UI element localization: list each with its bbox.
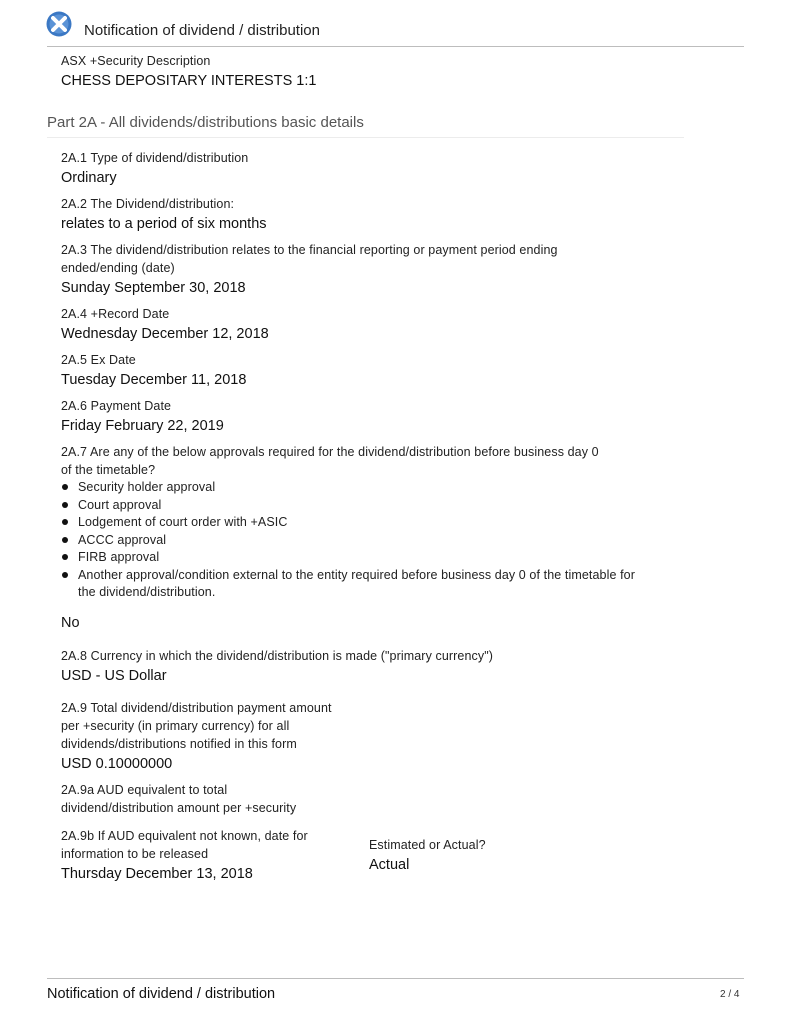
q2a3-label-line1: 2A.3 The dividend/distribution relates to the financial reporting or payment period ending: [61, 243, 558, 257]
q2a7-value: No: [61, 615, 80, 631]
estimated-or-actual-value: Actual: [369, 857, 410, 873]
part-title: Part 2A - All dividends/distributions basic details: [47, 114, 364, 131]
q2a2-label: 2A.2 The Dividend/distribution:: [61, 197, 235, 211]
q2a9b-value: Thursday December 13, 2018: [61, 866, 253, 882]
q2a9-label-line2: per +security (in primary currency) for all: [61, 719, 290, 733]
part-divider: [47, 137, 684, 138]
q2a8-value: USD - US Dollar: [61, 668, 167, 684]
q2a2-value: relates to a period of six months: [61, 216, 267, 232]
q2a9-value: USD 0.10000000: [61, 756, 173, 772]
q2a4-label: 2A.4 +Record Date: [61, 307, 170, 321]
q2a3-label-line2: ended/ending (date): [61, 261, 175, 275]
footer-divider: [47, 978, 744, 979]
page-number: 2 / 4: [720, 989, 740, 1000]
approval-item: Court approval: [61, 497, 641, 515]
approval-item: ACCC approval: [61, 532, 641, 550]
q2a4-value: Wednesday December 12, 2018: [61, 326, 269, 342]
estimated-or-actual-label: Estimated or Actual?: [369, 838, 486, 852]
asx-logo-icon: [46, 11, 72, 37]
q2a5-value: Tuesday December 11, 2018: [61, 372, 247, 388]
q2a3-value: Sunday September 30, 2018: [61, 280, 246, 296]
q2a9a-label-line1: 2A.9a AUD equivalent to total: [61, 783, 228, 797]
q2a6-label: 2A.6 Payment Date: [61, 399, 172, 413]
q2a1-value: Ordinary: [61, 170, 117, 186]
header-divider: [47, 46, 744, 47]
approval-item: FIRB approval: [61, 549, 641, 567]
security-value: CHESS DEPOSITARY INTERESTS 1:1: [61, 73, 317, 89]
q2a9a-label-line2: dividend/distribution amount per +security: [61, 801, 297, 815]
approval-item: Security holder approval: [61, 479, 641, 497]
q2a9b-label-line2: information to be released: [61, 847, 209, 861]
approvals-list: [61, 479, 641, 602]
q2a7-label-line1: 2A.7 Are any of the below approvals required for the dividend/distribution before business day 0: [61, 445, 599, 459]
q2a6-value: Friday February 22, 2019: [61, 418, 224, 434]
q2a5-label: 2A.5 Ex Date: [61, 353, 136, 367]
q2a7-label-line2: of the timetable?: [61, 463, 156, 477]
q2a9-label-line1: 2A.9 Total dividend/distribution payment amount: [61, 701, 332, 715]
q2a1-label: 2A.1 Type of dividend/distribution: [61, 151, 249, 165]
header-title: Notification of dividend / distribution: [84, 22, 320, 39]
approval-item: Another approval/condition external to the entity required before business day 0 of the timetable for the dividend/distribution.: [61, 567, 641, 602]
footer-title: Notification of dividend / distribution: [47, 986, 276, 1002]
security-label: ASX +Security Description: [61, 54, 211, 68]
q2a8-label: 2A.8 Currency in which the dividend/distribution is made ("primary currency"): [61, 649, 494, 663]
q2a9b-label-line1: 2A.9b If AUD equivalent not known, date for: [61, 829, 308, 843]
q2a9-label-line3: dividends/distributions notified in this form: [61, 737, 297, 751]
approval-item: Lodgement of court order with +ASIC: [61, 514, 641, 532]
